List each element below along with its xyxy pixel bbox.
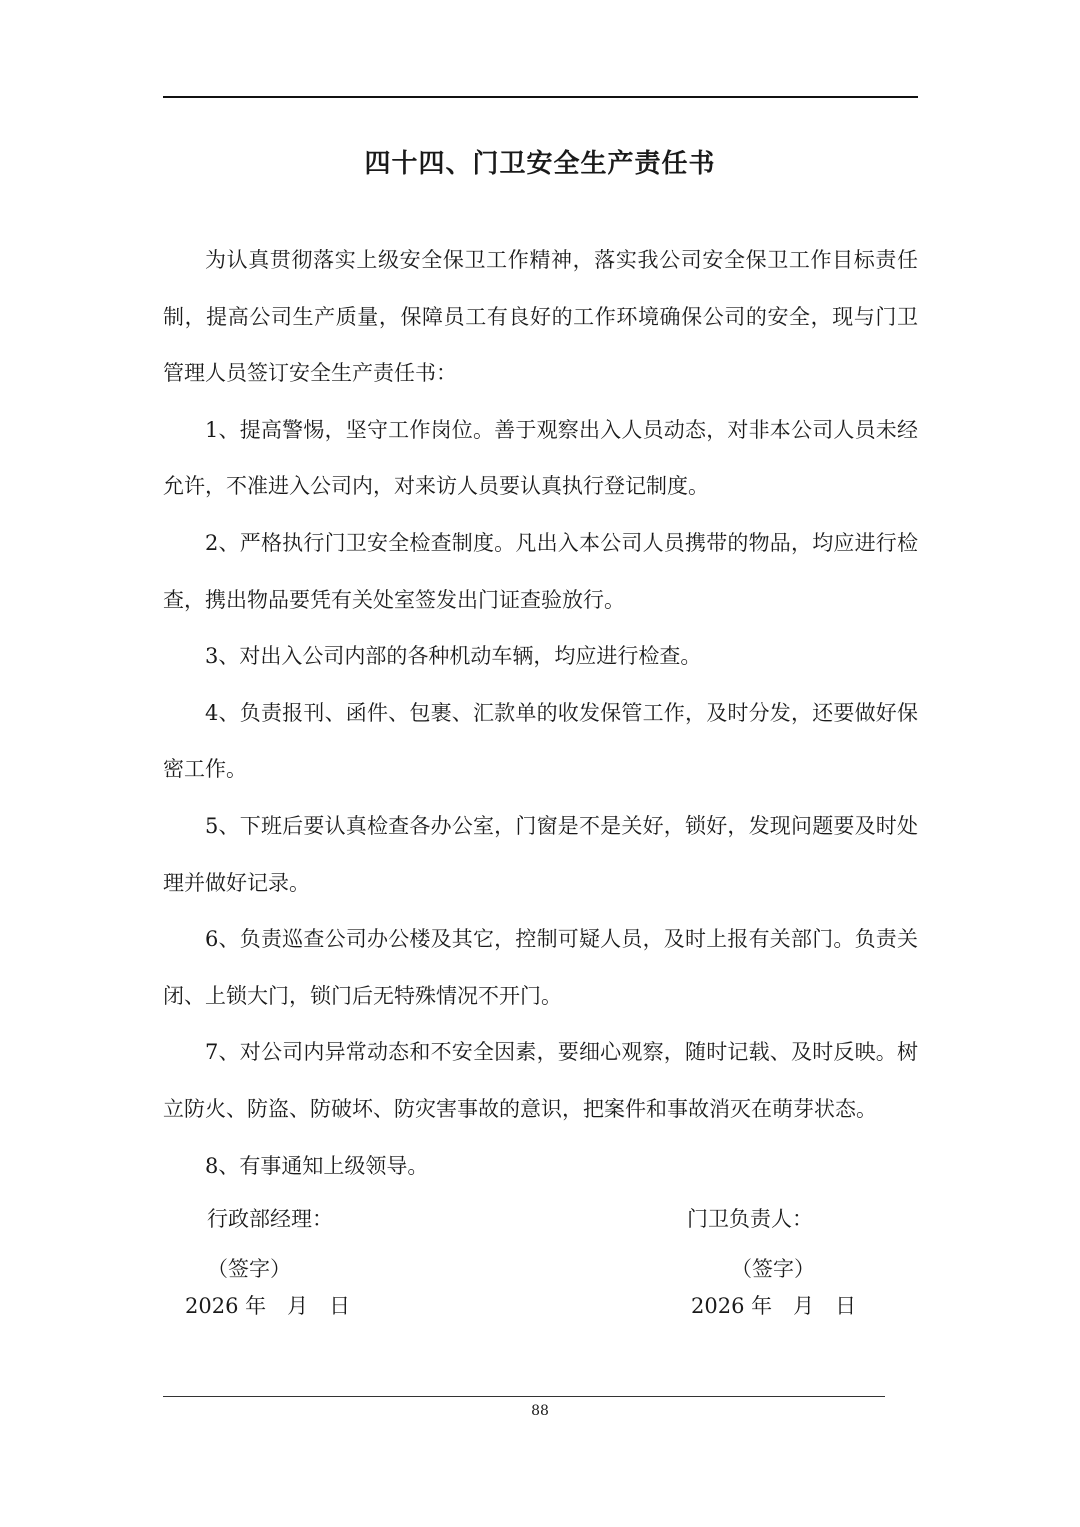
clause-4: 4、负责报刊、函件、包裹、汇款单的收发保管工作，及时分发，还要做好保密工作。 bbox=[163, 700, 918, 782]
right-signature-date: 2026 年 月 日 bbox=[691, 1294, 857, 1318]
clause-8: 8、有事通知上级领导。 bbox=[205, 1153, 429, 1178]
right-signature-mark: （签字） bbox=[731, 1257, 815, 1281]
left-signature-mark: （签字） bbox=[207, 1257, 291, 1281]
footer-rule bbox=[163, 1396, 885, 1397]
left-signature-date: 2026 年 月 日 bbox=[185, 1294, 351, 1318]
clause-2: 2、严格执行门卫安全检查制度。凡出入本公司人员携带的物品，均应进行检查，携出物品要凭有关处室签发出门证查验放行。 bbox=[163, 530, 918, 612]
clause-6: 6、负责巡查公司办公楼及其它，控制可疑人员，及时上报有关部门。负责关闭、上锁大门，锁门后无特殊情况不开门。 bbox=[163, 927, 918, 1008]
left-signatory-role: 行政部经理： bbox=[207, 1207, 333, 1231]
right-signatory-role: 门卫负责人： bbox=[687, 1207, 813, 1231]
clause-3: 3、对出入公司内部的各种机动车辆，均应进行检查。 bbox=[205, 644, 702, 669]
header-rule bbox=[163, 96, 918, 98]
clause-1: 1、提高警惕，坚守工作岗位。善于观察出入人员动态，对非本公司人员未经允许，不准进入公司内，对来访人员要认真执行登记制度。 bbox=[163, 417, 918, 499]
clause-7: 7、对公司内异常动态和不安全因素，要细心观察，随时记载、及时反映。树立防火、防盗、防破坏、防灾害事故的意识，把案件和事故消灭在萌芽状态。 bbox=[163, 1040, 918, 1121]
clause-5: 5、下班后要认真检查各办公室，门窗是不是关好，锁好，发现问题要及时处理并做好记录。 bbox=[163, 813, 918, 895]
document-title: 四十四、门卫安全生产责任书 bbox=[364, 149, 716, 179]
page-number: 88 bbox=[531, 1403, 549, 1419]
intro-paragraph: 为认真贯彻落实上级安全保卫工作精神，落实我公司安全保卫工作目标责任制，提高公司生产质量，保障员工有良好的工作环境确保公司的安全，现与门卫管理人员签订安全生产责任书： bbox=[163, 248, 918, 386]
document-body bbox=[163, 232, 918, 1194]
